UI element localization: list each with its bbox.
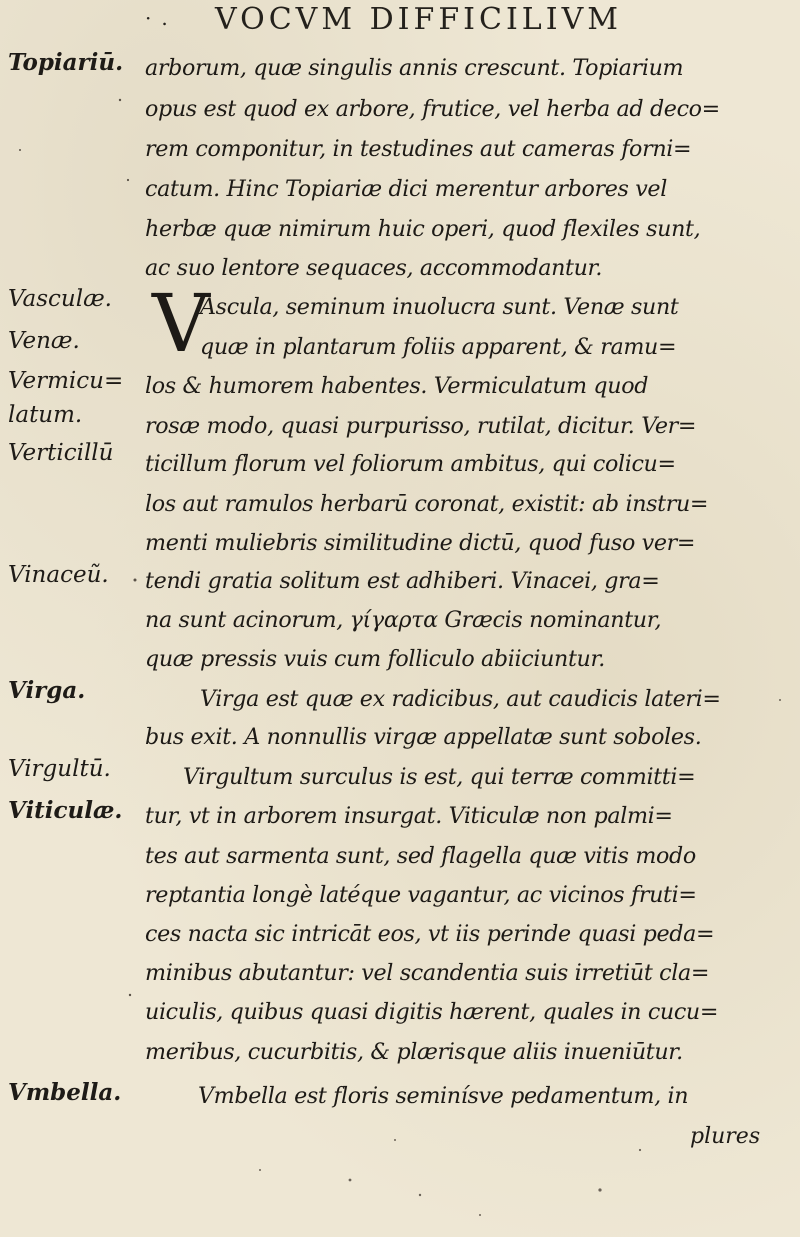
margin-term-viticulae: Viticulæ.	[8, 797, 123, 824]
margin-term-vinacei: Vinaceũ.	[8, 562, 109, 588]
text-line: arborum, quæ singulis annis crescunt. Topiarium	[145, 55, 684, 81]
margin-term-vascula: Vasculæ.	[8, 286, 112, 312]
margin-term-virgultum: Virgultū.	[8, 756, 111, 782]
text-line: Virgultum surculus is est, qui terræ committi=	[183, 764, 696, 790]
text-line: tendi gratia solitum est adhiberi. Vinacei, gra=	[145, 568, 660, 594]
text-line: ces nacta sic intricāt eos, vt iis perinde quasi peda=	[145, 921, 715, 947]
margin-term-vermiculatum-2: latum.	[8, 402, 83, 428]
text-line: rosæ modo, quasi purpurisso, rutilat, dicitur. Ver=	[145, 413, 697, 439]
header-ornament: ·.	[145, 6, 178, 30]
text-line: reptantia longè latéque vagantur, ac vicinos fruti=	[145, 882, 697, 908]
text-line: quæ in plantarum foliis apparent, & ramu=	[200, 334, 677, 360]
text-line: minibus abutantur: vel scandentia suis irretiūt cla=	[145, 960, 710, 986]
text-line: meribus, cucurbitis, & plærisque aliis inueniūtur.	[145, 1039, 683, 1065]
text-line: ac suo lentore sequaces, accommodantur.	[145, 255, 603, 281]
catchword: plures	[690, 1124, 761, 1149]
margin-term-verticillum: Verticillū	[8, 440, 114, 466]
margin-term-virga: Virga.	[8, 677, 86, 704]
margin-term-topiarium: Topiariū.	[8, 49, 124, 76]
text-line: opus est quod ex arbore, frutice, vel herba ad deco=	[145, 96, 720, 122]
text-line: los aut ramulos herbarū coronat, existit: ab instru=	[145, 491, 709, 517]
margin-term-vmbella: Vmbella.	[8, 1079, 122, 1106]
text-line: tur, vt in arborem insurgat. Viticulæ non palmi=	[145, 803, 673, 829]
page-header-title: VOCVM DIFFICILIVM	[215, 2, 622, 37]
text-line: Vmbella est floris seminísve pedamentum, in	[198, 1083, 689, 1109]
text-line: quæ pressis vuis cum folliculo abiiciuntur.	[145, 646, 605, 672]
text-line: los & humorem habentes. Vermiculatum quod	[145, 373, 649, 399]
text-line: rem componitur, in testudines aut cameras forni=	[145, 136, 692, 162]
drop-cap: V	[152, 277, 210, 370]
margin-term-vena: Venæ.	[8, 328, 80, 354]
text-line: catum. Hinc Topiariæ dici merentur arbores vel	[145, 176, 667, 202]
text-line: menti muliebris similitudine dictū, quod fuso ver=	[145, 530, 696, 556]
text-line: na sunt acinorum, γίγαρτα Græcis nominantur,	[145, 607, 662, 633]
text-line: Ascula, seminum inuolucra sunt. Venæ sunt	[200, 294, 679, 320]
margin-term-vermiculatum-1: Vermicu=	[8, 368, 124, 394]
text-line: ticillum florum vel foliorum ambitus, qui colicu=	[145, 451, 676, 477]
text-line: tes aut sarmenta sunt, sed flagella quæ vitis modo	[145, 843, 696, 869]
text-line: uiculis, quibus quasi digitis hærent, quales in cucu=	[145, 999, 719, 1025]
text-line: herbæ quæ nimirum huic operi, quod flexiles sunt,	[145, 216, 701, 242]
text-line: bus exit. A nonnullis virgæ appellatæ sunt soboles.	[145, 724, 702, 750]
running-header	[0, 2, 800, 42]
text-line: Virga est quæ ex radicibus, aut caudicis lateri=	[200, 686, 721, 712]
